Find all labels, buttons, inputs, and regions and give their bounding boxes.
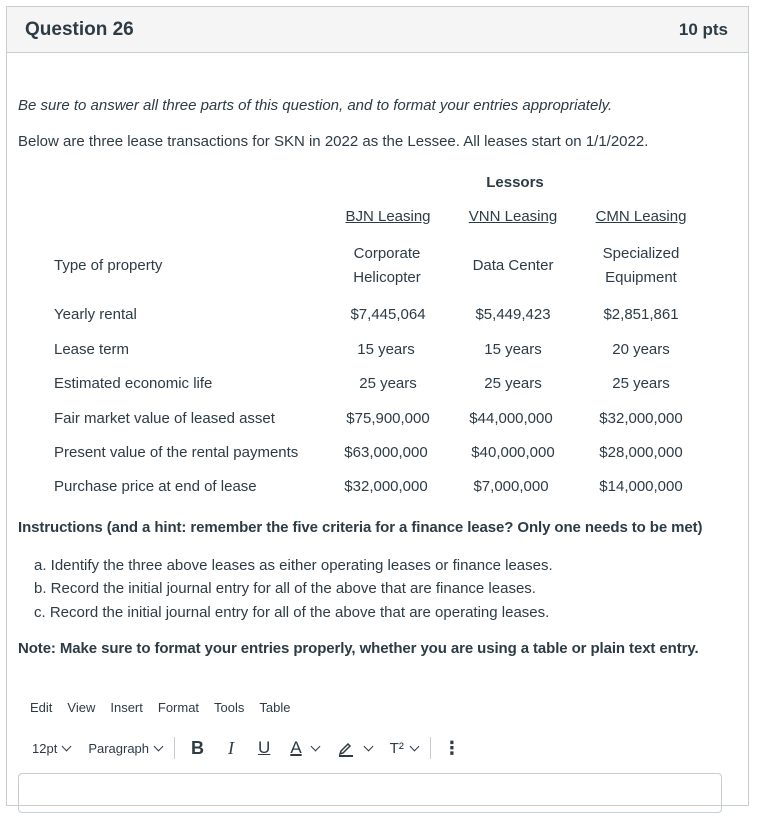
toolbar-divider [174,737,175,759]
font-size-value: 12pt [32,740,58,756]
superscript-button[interactable] [390,740,418,757]
italic-button[interactable] [228,738,234,759]
intro-instruction: Be sure to answer all three parts of this question, and to format your entries appropriately. [18,97,613,114]
menu-table[interactable]: Table [259,700,291,715]
table-cell: $63,000,000 [344,444,428,461]
intro-description: Below are three lease transactions for SKN in 2022 as the Lessee. All leases start on 1/1/2022. [18,133,649,150]
row-label-property-type: Type of property [54,257,163,274]
question-header [7,7,748,53]
table-cell: Equipment [605,269,677,286]
lessor-header-cmn: CMN Leasing [595,208,687,225]
table-cell: 25 years [359,375,417,392]
list-item: a. Identify the three above leases as either operating leases or finance leases. [34,557,553,574]
table-cell: $28,000,000 [599,444,683,461]
list-item: c. Record the initial journal entry for all of the above that are operating leases. [34,604,550,621]
table-cell: $75,900,000 [346,410,430,427]
table-cell: $2,851,861 [603,306,679,323]
font-size-select[interactable] [32,741,70,756]
question-card [6,6,749,806]
menu-tools[interactable]: Tools [214,700,245,715]
table-cell: $5,449,423 [475,306,551,323]
table-cell: 20 years [612,341,670,358]
table-cell: $44,000,000 [469,410,553,427]
lessor-header-vnn: VNN Leasing [468,208,558,225]
table-cell: 15 years [484,341,542,358]
italic-icon: I [228,737,235,758]
row-label-present-value: Present value of the rental payments [54,444,299,461]
table-cell: Specialized [602,245,680,262]
row-label-purchase-price: Purchase price at end of lease [54,478,257,495]
text-color-button[interactable] [290,738,318,758]
chevron-down-icon [409,741,419,751]
table-cell: $32,000,000 [599,410,683,427]
table-cell: $7,445,064 [350,306,426,323]
block-format-value: Paragraph [88,740,150,756]
toolbar-divider [430,737,431,759]
instructions-heading: Instructions (and a hint: remember the five criteria for a finance lease? Only one needs to be met) [18,519,703,536]
more-button[interactable] [443,738,461,759]
question-title: Question 26 [25,18,134,40]
more-icon: ⋮ [442,737,461,758]
text-color-icon: A [290,738,302,757]
highlighter-icon [337,739,355,757]
editor-content-area[interactable] [18,773,722,813]
underline-button[interactable] [258,738,270,758]
row-label-economic-life: Estimated economic life [54,375,213,392]
table-cell: $14,000,000 [599,478,683,495]
menu-edit[interactable]: Edit [30,700,53,715]
menu-view[interactable]: View [67,700,96,715]
bold-button[interactable] [191,738,204,759]
editor-toolbar [32,736,461,760]
table-cell: Data Center [472,257,554,274]
table-cell: 15 years [357,341,415,358]
chevron-down-icon [310,741,320,751]
note-text: Note: Make sure to format your entries properly, whether you are using a table or plain text entry. [18,640,699,657]
chevron-down-icon [363,741,373,751]
bold-icon: B [191,737,205,758]
question-points: 10 pts [678,19,728,39]
table-cell: $32,000,000 [344,478,428,495]
table-cell: Helicopter [353,269,421,286]
list-item: b. Record the initial journal entry for all of the above that are finance leases. [34,580,536,597]
highlight-color-button[interactable] [337,739,372,757]
row-label-fair-market-value: Fair market value of leased asset [54,410,275,427]
lessor-header-bjn: BJN Leasing [345,208,431,225]
block-format-select[interactable] [88,741,162,756]
menu-format[interactable]: Format [157,700,200,715]
chevron-down-icon [154,741,164,751]
table-cell: 25 years [484,375,542,392]
menu-insert[interactable]: Insert [110,700,143,715]
table-cell: $40,000,000 [471,444,555,461]
superscript-icon: T² [389,739,404,757]
table-group-header: Lessors [486,174,544,191]
row-label-lease-term: Lease term [54,341,130,358]
editor-menubar [30,700,290,715]
chevron-down-icon [62,741,72,751]
underline-icon: U [258,738,271,757]
table-cell: 25 years [612,375,670,392]
row-label-yearly-rental: Yearly rental [54,306,137,323]
table-cell: Corporate [353,245,421,262]
table-cell: $7,000,000 [473,478,549,495]
